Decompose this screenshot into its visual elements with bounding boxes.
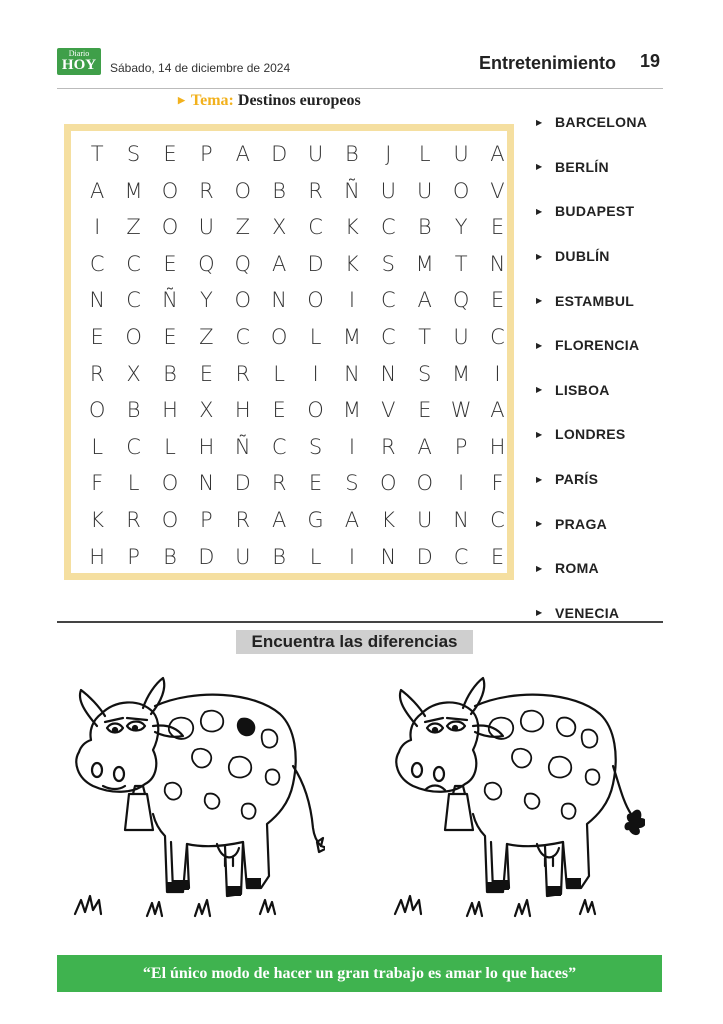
grid-letter[interactable]: V [381, 398, 396, 423]
grid-letter[interactable]: B [345, 142, 359, 166]
word-label: PARÍS [555, 471, 599, 488]
grid-letter[interactable]: R [89, 361, 105, 386]
grid-letter[interactable]: T [90, 142, 104, 166]
word-label: BUDAPEST [555, 203, 635, 220]
grid-letter[interactable]: C [126, 251, 141, 276]
issue-date: Sábado, 14 de diciembre de 2024 [110, 61, 291, 75]
word-search-grid [79, 136, 516, 575]
grid-letter[interactable]: D [234, 471, 251, 496]
word-label: ROMA [555, 560, 599, 577]
grid-letter[interactable]: I [312, 361, 319, 386]
grid-letter[interactable]: N [271, 288, 287, 313]
word-list-item [536, 323, 647, 368]
grid-letter[interactable]: A [344, 507, 360, 532]
triangle-bullet-icon: ▶ [536, 340, 543, 350]
grid-letter[interactable]: P [200, 142, 213, 166]
section-divider [57, 621, 663, 623]
word-list-item [536, 591, 647, 636]
triangle-bullet-icon: ▶ [536, 251, 543, 261]
grid-letter[interactable]: B [126, 398, 141, 423]
page-number: 19 [640, 51, 661, 71]
grid-letter[interactable]: Ñ [344, 178, 360, 203]
grid-letter[interactable]: R [199, 178, 214, 203]
differences-title: Encuentra las diferencias [236, 630, 473, 654]
triangle-bullet-icon: ▶ [536, 162, 543, 172]
grid-letter[interactable]: O [307, 398, 324, 423]
grid-letter[interactable]: J [385, 142, 392, 166]
grid-letter[interactable]: O [452, 178, 470, 203]
grid-letter[interactable]: X [126, 361, 141, 386]
word-list-item [536, 546, 647, 591]
grid-letter[interactable]: S [308, 434, 323, 459]
grid-letter[interactable]: O [161, 178, 179, 203]
grid-letter[interactable]: S [418, 361, 432, 386]
grid-letter[interactable]: I [348, 288, 356, 313]
grid-letter[interactable]: M [342, 398, 361, 423]
triangle-bullet-icon: ▶ [536, 206, 543, 216]
grid-letter[interactable]: C [490, 324, 505, 349]
grid-letter[interactable]: B [272, 544, 287, 569]
grid-letter[interactable]: E [163, 324, 177, 349]
word-list-item [536, 412, 647, 457]
word-list-item [536, 278, 647, 323]
grid-letter[interactable]: Q [452, 288, 470, 313]
grid-letter[interactable]: N [89, 288, 106, 313]
triangle-bullet-icon: ▶ [536, 296, 543, 306]
grid-letter[interactable]: I [94, 215, 101, 240]
puzzle-theme [178, 92, 361, 110]
grid-letter[interactable]: S [126, 142, 141, 166]
section-title: Entretenimiento [479, 53, 617, 73]
grid-letter[interactable]: C [126, 288, 141, 313]
grid-letter[interactable]: T [418, 324, 432, 349]
word-label: ESTAMBUL [555, 292, 635, 309]
grid-letter[interactable]: H [162, 398, 178, 423]
grid-letter[interactable]: C [126, 434, 141, 459]
grid-letter[interactable]: A [417, 288, 432, 313]
grid-letter[interactable]: R [271, 471, 287, 496]
grid-letter[interactable]: F [91, 471, 104, 496]
word-label: PRAGA [555, 515, 608, 532]
grid-letter[interactable]: M [415, 251, 434, 276]
grid-letter[interactable]: L [91, 434, 104, 459]
grid-letter[interactable]: A [90, 178, 105, 203]
grid-letter[interactable]: O [234, 288, 252, 313]
triangle-bullet-icon: ▶ [178, 95, 185, 105]
grid-letter[interactable]: Z [126, 215, 141, 240]
grid-letter[interactable]: O [307, 288, 324, 313]
grid-letter[interactable]: A [235, 142, 250, 166]
grid-letter[interactable]: S [381, 251, 395, 276]
grid-letter[interactable]: U [307, 142, 324, 166]
grid-letter[interactable]: I [348, 434, 356, 459]
grid-letter[interactable]: P [127, 544, 140, 569]
word-label: LISBOA [555, 381, 610, 398]
grid-letter[interactable]: S [345, 471, 359, 496]
grid-letter[interactable]: N [198, 471, 215, 496]
grid-letter[interactable]: U [453, 324, 469, 349]
grid-letter[interactable]: L [164, 434, 176, 459]
grid-letter[interactable]: A [271, 507, 287, 532]
grid-letter[interactable]: B [417, 215, 432, 240]
grid-letter[interactable]: R [308, 178, 323, 203]
grid-letter[interactable]: R [235, 507, 251, 532]
triangle-bullet-icon: ▶ [536, 519, 543, 529]
logo-big-text: HOY [61, 57, 97, 73]
grid-letter[interactable]: X [271, 215, 287, 240]
word-search-frame [64, 124, 514, 580]
grid-letter[interactable]: O [380, 471, 397, 496]
cow-illustration-right [375, 666, 645, 931]
grid-letter[interactable]: N [380, 544, 397, 569]
grid-letter[interactable]: A [490, 142, 505, 166]
grid-letter[interactable]: E [163, 251, 177, 276]
grid-letter[interactable]: M [342, 324, 361, 349]
triangle-bullet-icon: ▶ [536, 474, 543, 484]
word-label: BARCELONA [555, 114, 648, 131]
grid-letter[interactable]: B [272, 178, 287, 203]
grid-letter[interactable]: Ñ [234, 434, 251, 459]
grid-letter[interactable]: D [271, 142, 288, 166]
grid-letter[interactable]: O [161, 507, 179, 532]
grid-letter[interactable]: C [490, 507, 505, 532]
grid-letter[interactable]: R [126, 507, 141, 532]
grid-letter[interactable]: G [307, 507, 324, 532]
grid-letter[interactable]: U [453, 142, 469, 166]
triangle-bullet-icon: ▶ [536, 563, 543, 573]
grid-letter[interactable]: N [453, 507, 469, 532]
grid-letter[interactable]: L [309, 324, 322, 349]
grid-letter[interactable]: H [234, 398, 251, 423]
grid-letter[interactable]: C [380, 215, 396, 240]
word-label: VENECIA [555, 604, 620, 621]
grid-letter[interactable]: V [490, 178, 505, 203]
word-label: DUBLÍN [555, 248, 610, 265]
grid-letter[interactable]: L [273, 361, 285, 386]
grid-letter[interactable]: A [417, 434, 432, 459]
grid-letter[interactable]: X [199, 398, 214, 423]
word-list-item [536, 501, 647, 546]
grid-letter[interactable]: D [198, 544, 215, 569]
word-list-item [536, 234, 647, 279]
grid-letter[interactable]: Z [199, 324, 214, 349]
word-label: LONDRES [555, 426, 626, 443]
grid-letter[interactable]: L [418, 142, 431, 166]
grid-letter[interactable]: K [345, 215, 359, 240]
grid-letter[interactable]: K [381, 507, 396, 532]
grid-letter[interactable]: O [125, 324, 142, 349]
grid-letter[interactable]: E [308, 471, 323, 496]
grid-letter[interactable]: O [161, 215, 179, 240]
grid-letter[interactable]: T [454, 251, 468, 276]
grid-letter[interactable]: E [199, 361, 213, 386]
quote-banner: “El único modo de hacer un gran trabajo es amar lo que haces” [57, 955, 662, 992]
grid-letter[interactable]: C [271, 434, 287, 459]
grid-letter[interactable]: O [416, 471, 433, 496]
theme-label: Tema: [190, 92, 234, 109]
grid-letter[interactable]: L [127, 471, 140, 496]
grid-letter[interactable]: U [417, 507, 433, 532]
triangle-bullet-icon: ▶ [536, 385, 543, 395]
grid-letter[interactable]: U [198, 215, 215, 240]
word-list-item [536, 189, 647, 234]
grid-letter[interactable]: O [270, 324, 288, 349]
grid-letter[interactable]: Ñ [162, 288, 178, 313]
header-divider [57, 88, 663, 89]
grid-letter[interactable]: W [450, 398, 472, 423]
grid-letter[interactable]: Q [198, 251, 215, 276]
grid-letter[interactable]: P [200, 507, 213, 532]
grid-letter[interactable]: N [380, 361, 397, 386]
grid-letter[interactable]: R [235, 361, 251, 386]
grid-letter[interactable]: O [161, 471, 179, 496]
grid-letter[interactable]: B [163, 361, 177, 386]
grid-letter[interactable]: L [309, 544, 322, 569]
word-label: BERLÍN [555, 158, 609, 175]
grid-letter[interactable]: N [489, 251, 506, 276]
grid-letter[interactable]: I [494, 361, 501, 386]
grid-letter[interactable]: F [491, 471, 504, 496]
triangle-bullet-icon: ▶ [536, 608, 543, 618]
newspaper-logo [57, 48, 101, 75]
grid-letter[interactable]: Y [199, 288, 213, 313]
grid-letter[interactable]: E [163, 142, 177, 166]
grid-letter[interactable]: E [418, 398, 432, 423]
grid-letter[interactable]: P [454, 434, 468, 459]
word-label: FLORENCIA [555, 337, 640, 354]
word-list-item [536, 100, 647, 145]
word-list-item [536, 368, 647, 413]
grid-letter[interactable]: E [272, 398, 286, 423]
grid-letter[interactable]: B [163, 544, 177, 569]
grid-letter[interactable]: E [490, 288, 505, 313]
grid-letter[interactable]: Z [235, 215, 250, 240]
word-list-item [536, 145, 647, 190]
word-list-item [536, 457, 647, 502]
grid-letter[interactable]: I [348, 544, 356, 569]
grid-letter[interactable]: K [345, 251, 359, 276]
grid-letter[interactable]: A [271, 251, 287, 276]
triangle-bullet-icon: ▶ [536, 429, 543, 439]
grid-letter[interactable]: K [90, 507, 105, 532]
cow-illustration-left [55, 666, 325, 931]
grid-letter[interactable]: O [88, 398, 106, 423]
triangle-bullet-icon: ▶ [536, 117, 543, 127]
grid-letter[interactable]: U [380, 178, 396, 203]
grid-letter[interactable]: H [489, 434, 506, 459]
grid-letter[interactable]: U [235, 544, 251, 569]
grid-letter[interactable]: M [452, 361, 471, 386]
grid-letter[interactable]: I [458, 471, 465, 496]
grid-letter[interactable]: E [490, 215, 505, 240]
grid-letter[interactable]: M [124, 178, 143, 203]
grid-letter[interactable]: H [198, 434, 215, 459]
grid-letter[interactable]: E [90, 324, 104, 349]
grid-letter[interactable]: D [416, 544, 433, 569]
grid-letter[interactable]: A [490, 398, 505, 423]
word-list [536, 100, 647, 635]
grid-letter[interactable]: C [453, 544, 469, 569]
grid-letter[interactable]: C [89, 251, 105, 276]
theme-value: Destinos europeos [237, 92, 361, 109]
grid-letter[interactable]: C [380, 324, 396, 349]
grid-letter[interactable]: R [381, 434, 396, 459]
grid-letter[interactable]: E [490, 544, 505, 569]
grid-letter[interactable]: N [344, 361, 360, 386]
grid-letter[interactable]: U [417, 178, 433, 203]
grid-letter[interactable]: H [89, 544, 106, 569]
grid-letter[interactable]: C [308, 215, 323, 240]
grid-letter[interactable]: C [380, 288, 396, 313]
grid-letter[interactable]: O [234, 178, 252, 203]
grid-letter[interactable]: C [235, 324, 251, 349]
grid-letter[interactable]: D [307, 251, 324, 276]
grid-letter[interactable]: Q [234, 251, 252, 276]
logo-small-text: Diario [68, 49, 90, 58]
grid-letter[interactable]: Y [454, 215, 468, 240]
